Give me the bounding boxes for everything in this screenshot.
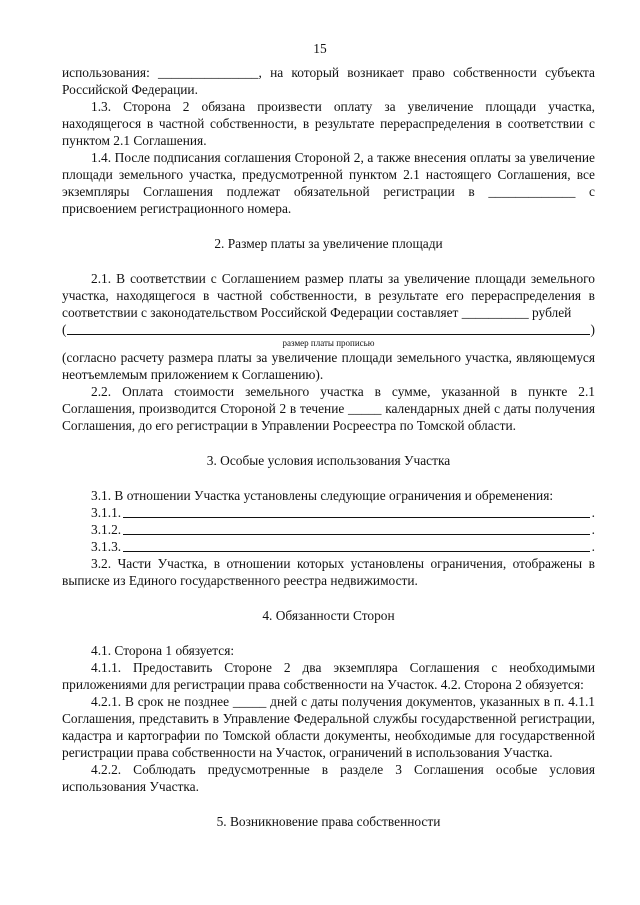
- amount-in-words-line: [62, 321, 595, 338]
- section-5-heading: 5. Возникновение права собственности: [216, 814, 441, 829]
- section-3-heading: 3. Особые условия использования Участка: [206, 453, 451, 468]
- paragraph-4-2-1: 4.2.1. В срок не позднее _____ дней с даты получения документов, указанных в п. 4.1.1 Соглашения, представить в Управление Федеральной службы государственной регистрации, кадастра и картографии по Томской области документы, необходимые для государственной регистрации права собственности на Участок, ограничений в использования Участка.: [62, 694, 595, 760]
- paragraph-3-1: 3.1. В отношении Участка установлены следующие ограничения и обременения:: [91, 488, 554, 503]
- section-4-heading: 4. Обязанности Сторон: [262, 608, 395, 623]
- paragraph-2-2: 2.2. Оплата стоимости земельного участка в сумме, указанной в пункте 2.1 Соглашения, производится Стороной 2 в течение _____ календарных дней с даты получения Соглашения, до его регистрации в Управлении Росреестра по Томской области.: [62, 384, 595, 433]
- paragraph-3-2: 3.2. Части Участка, в отношении которых установлены ограничения, отображены в выписке из Единого государственного реестра недвижимости.: [62, 556, 595, 588]
- paragraph-2-1: 2.1. В соответствии с Соглашением размер платы за увеличение площади земельного участка, находящегося в частной собственности, в результате его перераспределения в соответствии с законодательством Российской Федерации составляет __________ рублей: [62, 271, 595, 320]
- document-body: [62, 64, 595, 830]
- restriction-item: [62, 504, 595, 521]
- restriction-item: [62, 538, 595, 555]
- section-2-heading: 2. Размер платы за увеличение площади: [214, 236, 443, 251]
- open-paren: (: [62, 322, 67, 337]
- page-number: 15: [313, 41, 327, 56]
- restriction-item-blank: [123, 516, 590, 518]
- restriction-item-end: .: [591, 505, 595, 520]
- calculation-note: (согласно расчету размера платы за увеличение площади земельного участка, являющемуся неотъемлемым приложением к Соглашению).: [62, 350, 595, 382]
- intro-line: использования: _______________, на который возникает право собственности субъекта Российской Федерации.: [62, 65, 595, 97]
- restriction-item-label: 3.1.1.: [91, 505, 122, 520]
- paragraph-4-2-2: 4.2.2. Соблюдать предусмотренные в разделе 3 Соглашения особые условия использования Участка.: [62, 762, 595, 794]
- paragraph-1-3: 1.3. Сторона 2 обязана произвести оплату за увеличение площади участка, находящегося в частной собственности, в результате перераспределения в соответствии с пунктом 2.1 Соглашения.: [62, 99, 595, 148]
- restriction-item-end: .: [591, 522, 595, 537]
- amount-in-words-caption: размер платы прописью: [282, 338, 375, 348]
- paragraph-1-4: 1.4. После подписания соглашения Стороной 2, а также внесения оплаты за увеличение площади земельного участка, предусмотренной пунктом 2.1 настоящего Соглашения, все экземпляры Соглашения подлежат обязательной регистрации в _____________ с присвоением регистрационного номера.: [62, 150, 595, 216]
- restriction-item-blank: [123, 550, 590, 552]
- restriction-item-label: 3.1.2.: [91, 522, 122, 537]
- restriction-item-end: .: [591, 539, 595, 554]
- restriction-item-blank: [123, 533, 590, 535]
- close-paren: ): [590, 322, 595, 337]
- restriction-item: [62, 521, 595, 538]
- amount-in-words-blank: [67, 333, 589, 335]
- paragraph-4-1: 4.1. Сторона 1 обязуется:: [91, 643, 235, 658]
- restriction-item-label: 3.1.3.: [91, 539, 122, 554]
- paragraph-4-1-1: 4.1.1. Предоставить Стороне 2 два экземпляра Соглашения с необходимыми приложениями для регистрации права собственности на Участок. 4.2. Сторона 2 обязуется:: [62, 660, 595, 692]
